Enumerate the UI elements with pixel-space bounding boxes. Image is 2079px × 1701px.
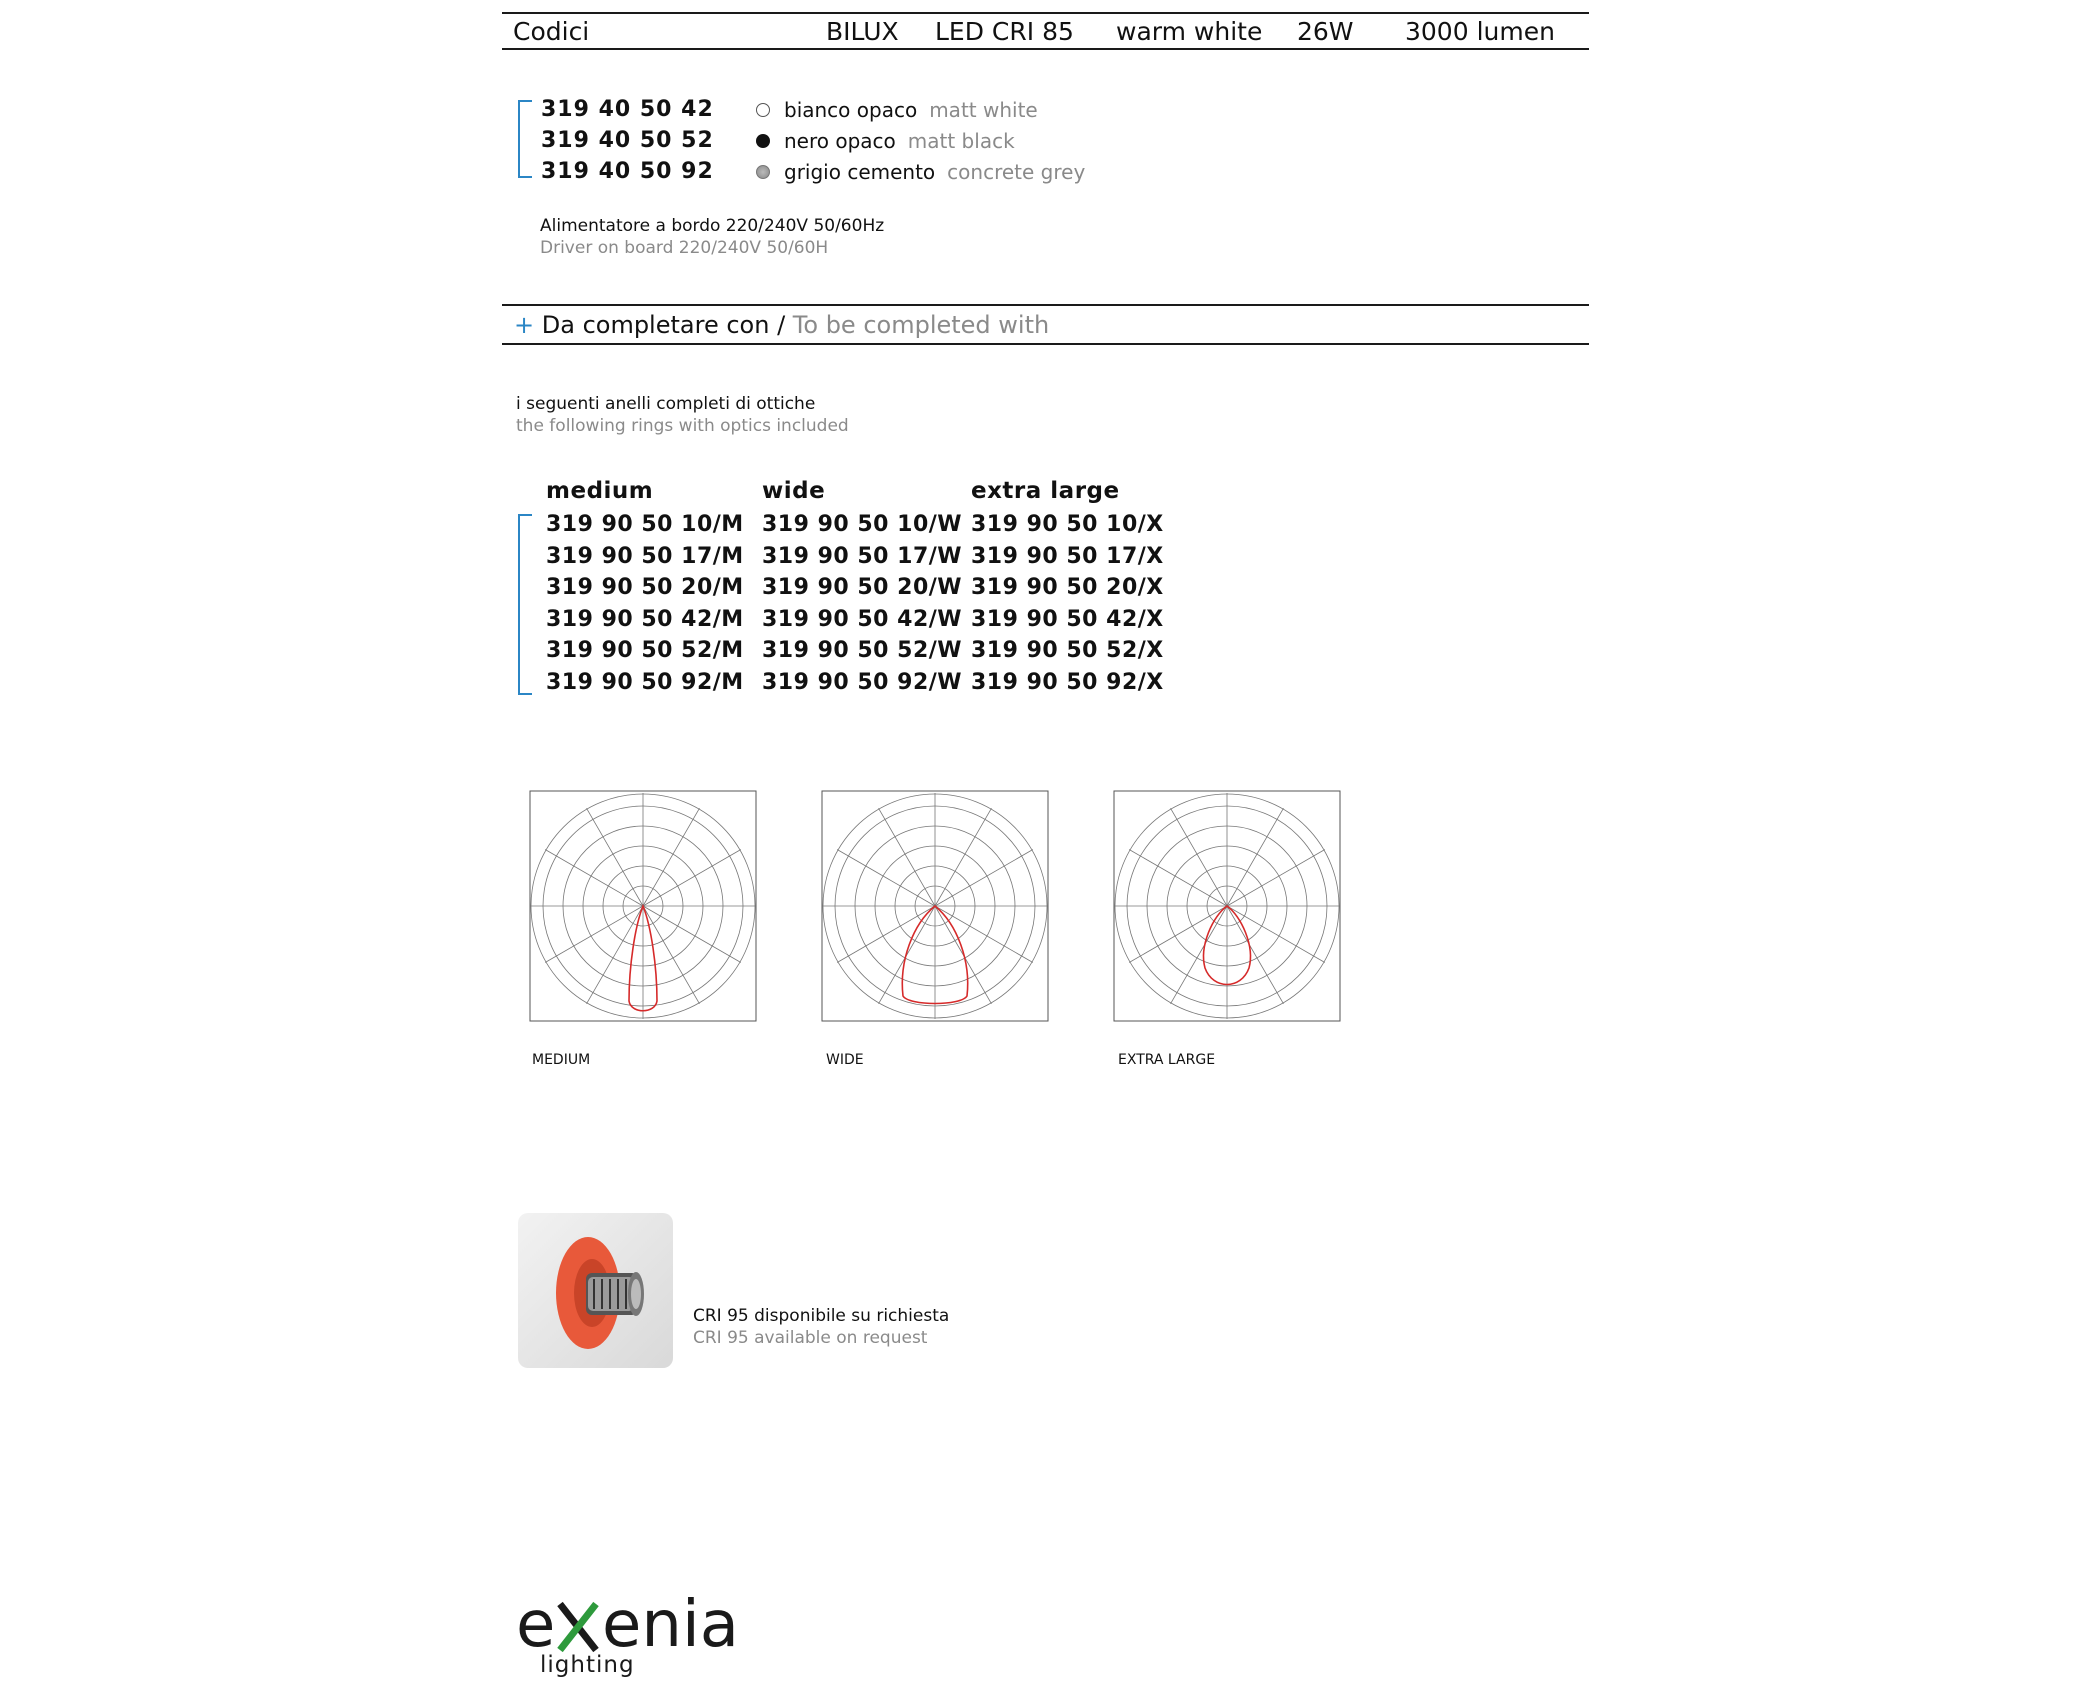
polar-spoke xyxy=(1227,906,1284,1004)
polar-spoke xyxy=(1227,850,1325,907)
optic-code-cell: 319 90 50 52/M xyxy=(546,638,744,663)
optic-code-cell: 319 90 50 52/X xyxy=(971,638,1164,663)
col-head-extra-large: extra large xyxy=(971,478,1120,504)
finish-en: matt black xyxy=(907,128,1015,153)
rings-en: the following rings with optics included xyxy=(516,416,849,436)
code-row xyxy=(541,94,714,125)
finish-en: concrete grey xyxy=(947,159,1086,184)
product-code: 319 40 50 42 xyxy=(541,97,714,122)
polar-spoke xyxy=(1171,808,1228,906)
polar-diagram-wide xyxy=(810,776,1060,1036)
polar-spoke xyxy=(935,906,1033,963)
complete-en: To be completed with xyxy=(792,311,1050,339)
finish-it: bianco opaco xyxy=(784,97,918,122)
polar-label-medium: MEDIUM xyxy=(532,1052,591,1068)
polar-spoke xyxy=(1129,850,1227,907)
polar-spoke xyxy=(1227,808,1284,906)
polar-spoke xyxy=(879,808,936,906)
optics-bracket xyxy=(518,514,532,695)
finish-it: grigio cemento xyxy=(784,159,936,184)
optic-code-cell: 319 90 50 17/X xyxy=(971,543,1164,569)
complete-bottom-rule xyxy=(502,343,1589,345)
optic-code-cell: 319 90 50 92/W xyxy=(762,669,963,695)
header-codici: Codici xyxy=(513,17,590,46)
code-row xyxy=(541,156,714,187)
product-code: 319 40 50 52 xyxy=(541,128,714,153)
col-head-medium: medium xyxy=(546,478,654,504)
optic-code-cell: 319 90 50 42/M xyxy=(546,606,744,632)
optic-code-cell: 319 90 50 92/X xyxy=(971,669,1164,695)
optic-code-cell: 319 90 50 10/X xyxy=(971,512,1164,537)
header-tone: warm white xyxy=(1116,17,1263,46)
optic-code-cell: 319 90 50 17/W xyxy=(762,543,963,569)
polar-spoke xyxy=(643,808,700,906)
header-bottom-rule xyxy=(502,48,1589,50)
driver-en: Driver on board 220/240V 50/60H xyxy=(540,238,829,258)
svg-text:enia: enia xyxy=(602,1590,739,1662)
polar-spoke xyxy=(587,808,644,906)
downlight-ring-icon xyxy=(518,1213,673,1368)
polar-spoke xyxy=(643,906,741,963)
product-code: 319 40 50 92 xyxy=(541,159,714,184)
polar-spoke xyxy=(1227,906,1325,963)
optic-code-cell: 319 90 50 20/X xyxy=(971,575,1164,600)
polar-diagram-extra-large xyxy=(1102,776,1352,1036)
header-brand: BILUX xyxy=(826,17,899,46)
complete-heading xyxy=(514,311,1049,339)
optic-code-cell: 319 90 50 52/W xyxy=(762,638,963,663)
polar-spoke xyxy=(837,850,935,907)
product-photo xyxy=(518,1213,673,1368)
polar-label-extra-large: EXTRA LARGE xyxy=(1118,1052,1216,1068)
header-power: 26W xyxy=(1297,17,1354,46)
polar-spoke xyxy=(935,850,1033,907)
grey-swatch-icon xyxy=(756,165,770,179)
col-head-wide: wide xyxy=(762,478,826,504)
polar-spoke xyxy=(643,906,700,1004)
driver-it: Alimentatore a bordo 220/240V 50/60Hz xyxy=(540,216,885,236)
rings-it: i seguenti anelli completi di ottiche xyxy=(516,394,816,414)
cri-it: CRI 95 disponibile su richiesta xyxy=(693,1306,950,1326)
polar-spoke xyxy=(587,906,644,1004)
polar-spoke xyxy=(1171,906,1228,1004)
polar-spoke xyxy=(545,906,643,963)
polar-spoke xyxy=(1129,906,1227,963)
optic-code-cell: 319 90 50 20/W xyxy=(762,575,963,600)
optic-code-cell: 319 90 50 20/M xyxy=(546,575,744,600)
header-led: LED CRI 85 xyxy=(935,17,1074,46)
optic-code-cell: 319 90 50 10/W xyxy=(762,512,963,537)
codes-bracket xyxy=(518,100,532,178)
plus-icon: + xyxy=(514,311,535,339)
polar-spoke xyxy=(837,906,935,963)
optic-code-cell: 319 90 50 42/W xyxy=(762,606,963,632)
complete-top-rule xyxy=(502,304,1589,306)
svg-text:e: e xyxy=(516,1590,557,1662)
complete-it: Da completare con / xyxy=(541,311,786,339)
logo-sub: lighting xyxy=(540,1652,635,1678)
optic-code-cell: 319 90 50 10/M xyxy=(546,512,744,537)
finish-en: matt white xyxy=(929,97,1038,122)
code-row xyxy=(541,125,714,156)
finish-row xyxy=(756,94,1038,125)
header-top-rule xyxy=(502,12,1589,14)
optic-code-cell: 319 90 50 92/M xyxy=(546,669,744,695)
header-flux: 3000 lumen xyxy=(1405,17,1555,46)
finish-row xyxy=(756,125,1015,156)
polar-spoke xyxy=(935,808,992,906)
black-swatch-icon xyxy=(756,134,770,148)
exenia-logo xyxy=(516,1590,776,1685)
white-swatch-icon xyxy=(756,103,770,117)
finish-it: nero opaco xyxy=(784,128,896,153)
polar-spoke xyxy=(643,850,741,907)
polar-diagram-medium xyxy=(518,776,768,1036)
polar-spoke xyxy=(545,850,643,907)
cri-en: CRI 95 available on request xyxy=(693,1328,928,1348)
finish-row xyxy=(756,156,1085,187)
optic-code-cell: 319 90 50 17/M xyxy=(546,543,744,569)
polar-label-wide: WIDE xyxy=(826,1052,864,1068)
optic-code-cell: 319 90 50 42/X xyxy=(971,606,1164,632)
